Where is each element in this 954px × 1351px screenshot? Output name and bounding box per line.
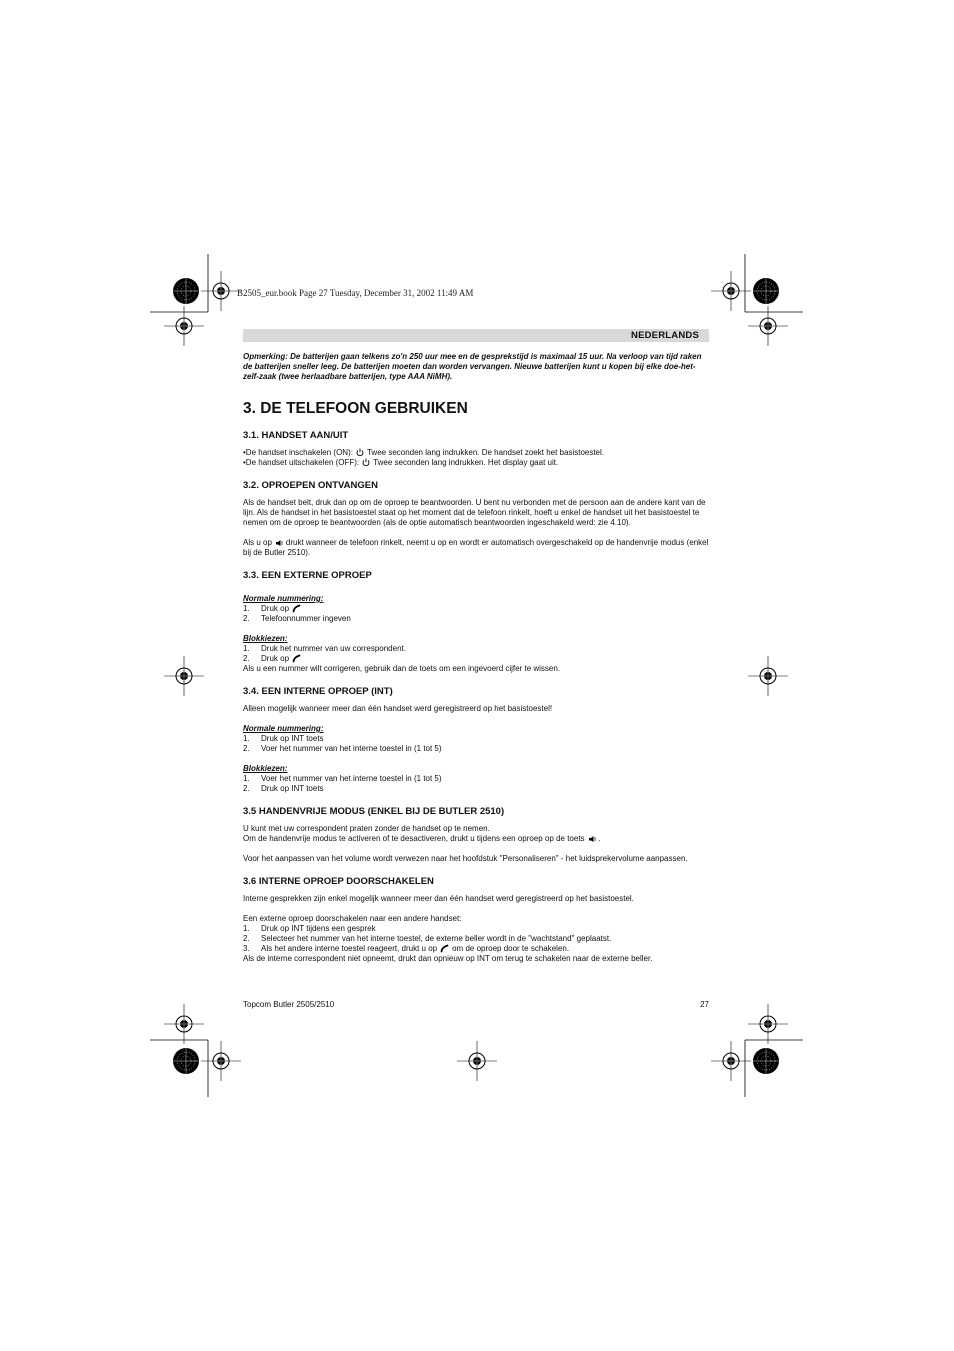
star-mark <box>753 1048 779 1074</box>
paragraph: Als de interne correspondent niet opneemt, drukt dan opnieuw op INT om terug te schakelen naar de externe beller. <box>243 954 653 963</box>
list-item: 1. Druk op <box>243 604 709 614</box>
section-heading: 3.4. EEN INTERNE OPROEP (INT) <box>243 686 393 697</box>
list-item: 2. Voer het nummer van het interne toestel in (1 tot 5) <box>243 744 442 753</box>
battery-note: Opmerking: De batterijen gaan telkens zo'n 250 uur mee en de gesprekstijd is maximaal 15 uur. Na verloop van tijd raken de batterijen sneller leeg. De batterijen moeten dan worden vervangen. Nieuwe batterijen kunt u kopen bij elke doe-het-zelf-zaak (twee herlaadbare batterijen, type AAA NiMH). <box>243 352 702 381</box>
paragraph: Als de handset belt, druk dan op om de oproep te beantwoorden. U bent nu verbonden met de persoon aan de andere kant van de lijn. Als de handset in het basistoestel staat op het moment dat de telefoon rinkelt, hoeft u enkel de handset uit het basistoestel te nemen om de oproep te beantwoorden (als de optie automatisch beantwoorden ingeschakeld werd: zie 4.10). <box>243 498 706 527</box>
list-item: 1. Druk op INT tijdens een gesprek <box>243 924 376 933</box>
phone-handset-icon <box>440 944 449 953</box>
reg-mark <box>164 656 204 696</box>
star-mark <box>173 1048 199 1074</box>
speaker-icon <box>588 835 596 843</box>
section-heading: 3.2. OPROEPEN ONTVANGEN <box>243 480 378 491</box>
reg-mark <box>457 1041 497 1081</box>
paragraph: Interne gesprekken zijn enkel mogelijk wanneer meer dan één handset werd geregistreerd op het basistoestel. <box>243 894 634 903</box>
paragraph: •De handset inschakelen (ON): Twee seconden lang indrukken. De handset zoekt het basistoestel. <box>243 448 605 457</box>
paragraph: Als u een nummer wilt corrigeren, gebruik dan de toets om een ingevoerd cijfer te wissen. <box>243 664 561 673</box>
sub-heading: Normale nummering: <box>243 724 324 733</box>
reg-mark <box>164 1004 204 1044</box>
reg-mark <box>201 271 241 311</box>
sub-heading: Normale nummering: <box>243 594 324 603</box>
page-content <box>243 329 709 964</box>
language-bar: NEDERLANDS <box>243 329 709 342</box>
book-header-line: B2505_eur.book Page 27 Tuesday, December 31, 2002 11:49 AM <box>237 288 474 298</box>
section-heading: 3.3. EEN EXTERNE OPROEP <box>243 570 372 581</box>
star-mark <box>753 278 779 304</box>
reg-mark <box>748 656 788 696</box>
paragraph: Een externe oproep doorschakelen naar een andere handset: <box>243 914 462 923</box>
phone-handset-icon <box>292 604 301 613</box>
page-footer <box>243 1000 709 1009</box>
list-item: 2. Druk op <box>243 654 709 664</box>
section-heading: 3.5 HANDENVRIJE MODUS (ENKEL BIJ DE BUTLER 2510) <box>243 806 505 817</box>
paragraph: Om de handenvrije modus te activeren of te desactiveren, drukt u tijdens een oproep op de toets . <box>243 834 601 843</box>
power-icon <box>356 448 364 457</box>
list-item: 2. Selecteer het nummer van het interne toestel, de externe beller wordt in de "wachtstand" geplaatst. <box>243 934 612 943</box>
power-icon <box>362 458 370 467</box>
section-heading: 3.1. HANDSET AAN/UIT <box>243 430 349 441</box>
list-item: 2. Telefoonnummer ingeven <box>243 614 351 623</box>
sub-heading: Blokkiezen: <box>243 634 288 643</box>
paragraph: Alleen mogelijk wanneer meer dan één handset werd geregistreerd op het basistoestel! <box>243 704 553 713</box>
paragraph: Voor het aanpassen van het volume wordt verwezen naar het hoofdstuk "Personaliseren" - het luidsprekervolume aanpassen. <box>243 854 688 863</box>
paragraph: Als u op drukt wanneer de telefoon rinkelt, neemt u op en wordt er automatisch overgeschakeld op de handenvrije modus (enkel bij de Butler 2510). <box>243 538 709 557</box>
star-mark <box>173 278 199 304</box>
paragraph: •De handset uitschakelen (OFF): Twee seconden lang indrukken. Het display gaat uit. <box>243 458 559 467</box>
reg-mark <box>201 1041 241 1081</box>
paragraph: U kunt met uw correspondent praten zonder de handset op te nemen. <box>243 824 490 833</box>
list-item: 3. Als het andere interne toestel reageert, drukt u op om de oproep door te schakelen. <box>243 944 570 953</box>
footer-product: Topcom Butler 2505/2510 <box>243 1000 335 1009</box>
speaker-icon <box>275 539 283 547</box>
list-item: 1. Voer het nummer van het interne toestel in (1 tot 5) <box>243 774 442 783</box>
list-item: 1. Druk op INT toets <box>243 734 324 743</box>
list-item: 1. Druk het nummer van uw correspondent. <box>243 644 406 653</box>
sub-heading: Blokkiezen: <box>243 764 288 773</box>
page-number: 27 <box>700 1000 709 1009</box>
phone-handset-icon <box>292 654 301 663</box>
page-title: 3. DE TELEFOON GEBRUIKEN <box>243 400 468 417</box>
reg-mark <box>748 1004 788 1044</box>
list-item: 2. Druk op INT toets <box>243 784 324 793</box>
section-heading: 3.6 INTERNE OPROEP DOORSCHAKELEN <box>243 876 434 887</box>
